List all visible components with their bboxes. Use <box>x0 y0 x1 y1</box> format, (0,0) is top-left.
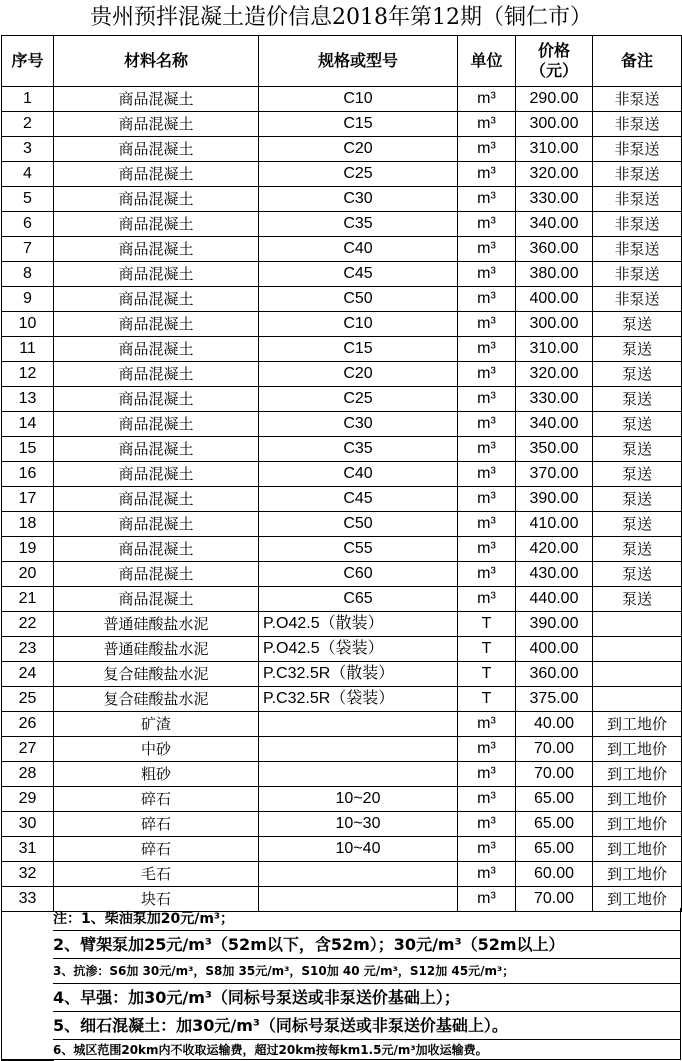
cell-note: 非泵送 <box>593 162 682 187</box>
cell-unit: T <box>458 612 516 637</box>
cell-spec: C65 <box>259 587 458 612</box>
cell-unit: m³ <box>458 762 516 787</box>
header-price-line2: （元） <box>529 61 578 80</box>
cell-name: 毛石 <box>54 862 259 887</box>
table-row <box>2 337 682 362</box>
cell-price: 440.00 <box>516 587 593 612</box>
cell-price: 400.00 <box>516 287 593 312</box>
cell-price: 70.00 <box>516 762 593 787</box>
cell-no: 30 <box>2 812 54 837</box>
cell-no: 7 <box>2 237 54 262</box>
cell-price: 300.00 <box>516 312 593 337</box>
cell-no: 27 <box>2 737 54 762</box>
cell-note: 泵送 <box>593 462 682 487</box>
note-line-1: 注：1、柴油泵加20元/m³； <box>53 911 235 927</box>
cell-price: 330.00 <box>516 187 593 212</box>
cell-unit: m³ <box>458 337 516 362</box>
cell-price: 360.00 <box>516 662 593 687</box>
cell-name: 商品混凝土 <box>54 312 259 337</box>
cell-spec: P.O42.5（散装） <box>259 612 458 637</box>
cell-note: 泵送 <box>593 487 682 512</box>
cell-no: 6 <box>2 212 54 237</box>
note-line-2: 2、臂架泵加25元/m³（52m以下，含52m）；30元/m³（52m以上） <box>53 930 681 959</box>
table-row <box>2 812 682 837</box>
cell-name: 商品混凝土 <box>54 462 259 487</box>
notes-section <box>1 908 681 1060</box>
cell-unit: m³ <box>458 287 516 312</box>
cell-spec: C20 <box>259 362 458 387</box>
cell-name: 碎石 <box>54 812 259 837</box>
table-row <box>2 787 682 812</box>
table-row <box>2 612 682 637</box>
cell-note: 非泵送 <box>593 212 682 237</box>
table-row <box>2 537 682 562</box>
cell-no: 14 <box>2 412 54 437</box>
table-row <box>2 712 682 737</box>
table-row <box>2 687 682 712</box>
cell-no: 20 <box>2 562 54 587</box>
table-row <box>2 487 682 512</box>
cell-price: 65.00 <box>516 837 593 862</box>
cell-spec: C10 <box>259 87 458 112</box>
cell-unit: m³ <box>458 212 516 237</box>
cell-no: 2 <box>2 112 54 137</box>
cell-spec: 10~20 <box>259 787 458 812</box>
cell-name: 商品混凝土 <box>54 137 259 162</box>
cell-spec: P.C32.5R（袋装） <box>259 687 458 712</box>
cell-unit: m³ <box>458 237 516 262</box>
header-spec: 规格或型号 <box>259 36 458 87</box>
cell-no: 31 <box>2 837 54 862</box>
note-line-6: 6、城区范围20km内不收取运输费，超过20km按每km1.5元/m³加收运输费。 <box>53 1039 681 1061</box>
table-row <box>2 587 682 612</box>
cell-name: 商品混凝土 <box>54 187 259 212</box>
notes-left-cell <box>1 908 54 1061</box>
cell-price: 380.00 <box>516 262 593 287</box>
cell-name: 商品混凝土 <box>54 112 259 137</box>
cell-spec: C10 <box>259 312 458 337</box>
cell-name: 普通硅酸盐水泥 <box>54 612 259 637</box>
cell-note: 泵送 <box>593 587 682 612</box>
cell-spec: C50 <box>259 287 458 312</box>
cell-name: 碎石 <box>54 787 259 812</box>
cell-name: 商品混凝土 <box>54 337 259 362</box>
cell-price: 320.00 <box>516 362 593 387</box>
cell-unit: m³ <box>458 162 516 187</box>
table-row <box>2 237 682 262</box>
cell-name: 商品混凝土 <box>54 512 259 537</box>
table-row <box>2 162 682 187</box>
table-row <box>2 862 682 887</box>
cell-unit: m³ <box>458 787 516 812</box>
cell-name: 商品混凝土 <box>54 87 259 112</box>
cell-name: 商品混凝土 <box>54 412 259 437</box>
cell-spec: C35 <box>259 212 458 237</box>
table-row <box>2 212 682 237</box>
cell-price: 370.00 <box>516 462 593 487</box>
cell-name: 复合硅酸盐水泥 <box>54 662 259 687</box>
cell-spec: C30 <box>259 187 458 212</box>
cell-unit: m³ <box>458 462 516 487</box>
cell-spec: C25 <box>259 162 458 187</box>
page-title: 贵州预拌混凝土造价信息2018年第12期（铜仁市） <box>90 5 592 30</box>
cell-spec: C45 <box>259 487 458 512</box>
cell-note: 非泵送 <box>593 187 682 212</box>
cell-note: 到工地价 <box>593 762 682 787</box>
cell-spec: C35 <box>259 437 458 462</box>
cell-note: 非泵送 <box>593 237 682 262</box>
cell-unit: m³ <box>458 487 516 512</box>
cell-spec <box>259 862 458 887</box>
cell-price: 360.00 <box>516 237 593 262</box>
cell-unit: m³ <box>458 112 516 137</box>
table-row <box>2 437 682 462</box>
table-row <box>2 387 682 412</box>
cell-name: 碎石 <box>54 837 259 862</box>
cell-unit: m³ <box>458 837 516 862</box>
cell-note: 泵送 <box>593 387 682 412</box>
cell-note: 到工地价 <box>593 787 682 812</box>
cell-name: 商品混凝土 <box>54 537 259 562</box>
cell-price: 320.00 <box>516 162 593 187</box>
cell-unit: m³ <box>458 887 516 912</box>
cell-note: 泵送 <box>593 537 682 562</box>
header-no: 序号 <box>2 36 54 87</box>
cell-spec: C45 <box>259 262 458 287</box>
cell-price: 70.00 <box>516 887 593 912</box>
cell-no: 26 <box>2 712 54 737</box>
cell-price: 70.00 <box>516 737 593 762</box>
cell-note: 到工地价 <box>593 712 682 737</box>
cell-no: 16 <box>2 462 54 487</box>
cell-note: 泵送 <box>593 437 682 462</box>
cell-unit: m³ <box>458 737 516 762</box>
cell-name: 矿渣 <box>54 712 259 737</box>
cell-no: 32 <box>2 862 54 887</box>
cell-unit: m³ <box>458 387 516 412</box>
header-unit: 单位 <box>458 36 516 87</box>
cell-note: 非泵送 <box>593 287 682 312</box>
cell-price: 375.00 <box>516 687 593 712</box>
table-row <box>2 562 682 587</box>
cell-no: 13 <box>2 387 54 412</box>
cell-note: 到工地价 <box>593 887 682 912</box>
cell-name: 商品混凝土 <box>54 387 259 412</box>
cell-spec: C20 <box>259 137 458 162</box>
cell-unit: m³ <box>458 712 516 737</box>
cell-unit: m³ <box>458 137 516 162</box>
cell-note: 非泵送 <box>593 87 682 112</box>
cell-note: 泵送 <box>593 562 682 587</box>
cell-spec: C40 <box>259 237 458 262</box>
cell-price: 420.00 <box>516 537 593 562</box>
cell-spec: C25 <box>259 387 458 412</box>
cell-name: 商品混凝土 <box>54 487 259 512</box>
table-row <box>2 762 682 787</box>
cell-unit: T <box>458 637 516 662</box>
header-name: 材料名称 <box>54 36 259 87</box>
cell-no: 22 <box>2 612 54 637</box>
cell-note: 到工地价 <box>593 837 682 862</box>
table-row <box>2 837 682 862</box>
cell-unit: m³ <box>458 187 516 212</box>
cell-spec: C15 <box>259 337 458 362</box>
cell-name: 商品混凝土 <box>54 262 259 287</box>
cell-spec: 10~30 <box>259 812 458 837</box>
cell-price: 310.00 <box>516 137 593 162</box>
cell-price: 65.00 <box>516 787 593 812</box>
cell-unit: m³ <box>458 437 516 462</box>
table-header-row <box>2 36 682 87</box>
cell-no: 12 <box>2 362 54 387</box>
cell-price: 290.00 <box>516 87 593 112</box>
cell-unit: m³ <box>458 87 516 112</box>
cell-name: 商品混凝土 <box>54 362 259 387</box>
cell-spec: C30 <box>259 412 458 437</box>
cell-unit: m³ <box>458 362 516 387</box>
cell-unit: m³ <box>458 587 516 612</box>
table-row <box>2 512 682 537</box>
cell-price: 330.00 <box>516 387 593 412</box>
cell-no: 10 <box>2 312 54 337</box>
cell-note: 泵送 <box>593 312 682 337</box>
cell-no: 23 <box>2 637 54 662</box>
cell-spec: C55 <box>259 537 458 562</box>
cell-no: 5 <box>2 187 54 212</box>
table-row <box>2 637 682 662</box>
cell-price: 65.00 <box>516 812 593 837</box>
cell-no: 17 <box>2 487 54 512</box>
cell-note: 到工地价 <box>593 812 682 837</box>
cell-price: 300.00 <box>516 112 593 137</box>
cell-name: 商品混凝土 <box>54 287 259 312</box>
cell-no: 1 <box>2 87 54 112</box>
cell-note <box>593 687 682 712</box>
cell-spec: P.O42.5（袋装） <box>259 637 458 662</box>
cell-price: 60.00 <box>516 862 593 887</box>
cell-note: 到工地价 <box>593 862 682 887</box>
table-row <box>2 262 682 287</box>
cell-unit: m³ <box>458 512 516 537</box>
cell-no: 11 <box>2 337 54 362</box>
cell-name: 商品混凝土 <box>54 237 259 262</box>
table-row <box>2 137 682 162</box>
note-line-4: 4、早强：加30元/m³（同标号泵送或非泵送价基础上）； <box>53 983 681 1012</box>
cell-no: 15 <box>2 437 54 462</box>
cell-spec: C60 <box>259 562 458 587</box>
cell-no: 19 <box>2 537 54 562</box>
cell-note: 非泵送 <box>593 137 682 162</box>
cell-no: 33 <box>2 887 54 912</box>
cell-no: 25 <box>2 687 54 712</box>
cell-name: 普通硅酸盐水泥 <box>54 637 259 662</box>
table-row <box>2 287 682 312</box>
cell-unit: m³ <box>458 812 516 837</box>
cell-no: 18 <box>2 512 54 537</box>
cell-no: 9 <box>2 287 54 312</box>
cell-name: 商品混凝土 <box>54 562 259 587</box>
cell-no: 24 <box>2 662 54 687</box>
cell-name: 商品混凝土 <box>54 162 259 187</box>
cell-price: 350.00 <box>516 437 593 462</box>
table-row <box>2 362 682 387</box>
cell-no: 29 <box>2 787 54 812</box>
table-row <box>2 737 682 762</box>
cell-spec: C40 <box>259 462 458 487</box>
cell-note: 泵送 <box>593 337 682 362</box>
cell-spec: C50 <box>259 512 458 537</box>
table-body <box>2 87 682 912</box>
note-line-3: 3、抗渗：S6加 30元/m³，S8加 35元/m³，S10加 40 元/m³，S12加 45元/m³； <box>53 958 681 984</box>
cell-no: 4 <box>2 162 54 187</box>
cell-unit: m³ <box>458 312 516 337</box>
table-row <box>2 312 682 337</box>
note-line-5: 5、细石混凝土：加30元/m³（同标号泵送或非泵送价基础上）。 <box>53 1011 681 1040</box>
table-row <box>2 462 682 487</box>
table-row <box>2 87 682 112</box>
cell-no: 28 <box>2 762 54 787</box>
cell-price: 390.00 <box>516 487 593 512</box>
cell-price: 310.00 <box>516 337 593 362</box>
cell-note: 非泵送 <box>593 262 682 287</box>
cell-name: 商品混凝土 <box>54 212 259 237</box>
cell-note: 非泵送 <box>593 112 682 137</box>
cell-price: 400.00 <box>516 637 593 662</box>
cell-note: 泵送 <box>593 412 682 437</box>
cell-no: 3 <box>2 137 54 162</box>
cell-unit: m³ <box>458 862 516 887</box>
cell-spec <box>259 712 458 737</box>
cell-price: 410.00 <box>516 512 593 537</box>
cell-price: 430.00 <box>516 562 593 587</box>
cell-unit: m³ <box>458 537 516 562</box>
cell-price: 340.00 <box>516 212 593 237</box>
cell-spec: 10~40 <box>259 837 458 862</box>
table-row <box>2 662 682 687</box>
table-row <box>2 412 682 437</box>
cell-name: 中砂 <box>54 737 259 762</box>
cell-name: 粗砂 <box>54 762 259 787</box>
notes-bottom-border <box>1 1059 681 1060</box>
cell-unit: m³ <box>458 262 516 287</box>
cell-spec: C15 <box>259 112 458 137</box>
cell-price: 40.00 <box>516 712 593 737</box>
cell-unit: m³ <box>458 412 516 437</box>
header-note: 备注 <box>593 36 682 87</box>
cell-note <box>593 662 682 687</box>
cell-price: 340.00 <box>516 412 593 437</box>
cell-no: 8 <box>2 262 54 287</box>
cell-note: 泵送 <box>593 512 682 537</box>
cell-no: 21 <box>2 587 54 612</box>
cell-name: 商品混凝土 <box>54 437 259 462</box>
table-row <box>2 112 682 137</box>
cell-unit: m³ <box>458 562 516 587</box>
cell-spec: P.C32.5R（散装） <box>259 662 458 687</box>
cell-spec <box>259 737 458 762</box>
cell-spec <box>259 762 458 787</box>
cell-name: 商品混凝土 <box>54 587 259 612</box>
header-price-line1: 价格 <box>537 41 570 60</box>
cell-note <box>593 637 682 662</box>
header-price <box>516 36 593 87</box>
table-row <box>2 187 682 212</box>
cell-price: 390.00 <box>516 612 593 637</box>
cell-unit: T <box>458 662 516 687</box>
cell-note: 泵送 <box>593 362 682 387</box>
cell-name: 复合硅酸盐水泥 <box>54 687 259 712</box>
price-table <box>1 35 682 912</box>
cell-note <box>593 612 682 637</box>
cell-name: 块石 <box>54 887 259 912</box>
cell-unit: T <box>458 687 516 712</box>
cell-note: 到工地价 <box>593 737 682 762</box>
